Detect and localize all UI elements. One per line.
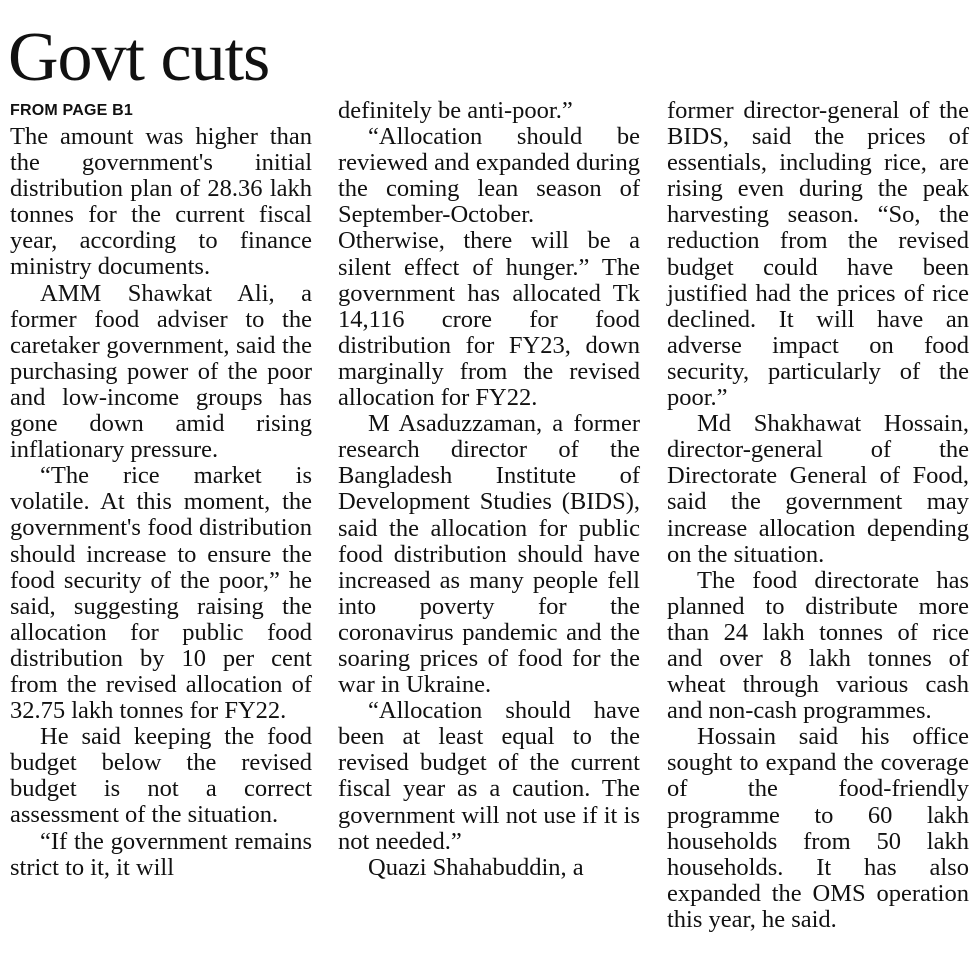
paragraph: He said keeping the food budget below the revised budget is not a correct assessment of the situation. xyxy=(10,723,312,829)
paragraph: Quazi Shahabuddin, a xyxy=(368,853,584,881)
article-column-3 xyxy=(667,98,969,933)
paragraph: former director-general of the BIDS, said the prices of essentials, including rice, are rising even during the peak harvesting season. “So, the reduction from the revised budget could have been justified had the prices of rice declined. It will have an adverse impact on food security, particularly of the poor.” xyxy=(667,97,969,412)
paragraph: “If the government remains strict to it, it will xyxy=(10,827,312,881)
paragraph: definitely be anti-poor.” xyxy=(338,97,573,124)
paragraph: “The rice market is volatile. At this moment, the government's food distribution should increase to ensure the food security of the poor,” he said, suggesting raising the allocation for public food distribution by 10 per cent from the revised allocation of 32.75 lakh tonnes for FY22. xyxy=(10,462,312,725)
continued-from-kicker: FROM PAGE B1 xyxy=(10,102,134,119)
article-column-1 xyxy=(10,98,312,881)
article-column-2 xyxy=(338,98,640,881)
paragraph: Hossain said his office sought to expand the coverage of the food-friendly programme to 60 lakh households from 50 lakh households. It has also expanded the OMS operation this year, he said. xyxy=(667,723,969,933)
paragraph: AMM Shawkat Ali, a former food adviser to the caretaker government, said the purchasing power of the poor and low-income groups has gone down amid rising inflationary pressure. xyxy=(10,279,312,464)
headline: Govt cuts xyxy=(8,19,270,96)
paragraph: The food directorate has planned to distribute more than 24 lakh tonnes of rice and over 8 lakh tonnes of wheat through various cash and non-cash programmes. xyxy=(667,566,969,725)
paragraph: “Allocation should be reviewed and expanded during the coming lean season of September-October. Otherwise, there will be a silent effect of hunger.” The government has allocated Tk 14,116 crore for food distribution for FY23, down marginally from the revised allocation for FY22. xyxy=(338,123,640,412)
paragraph: Md Shakhawat Hossain, director-general of the Directorate General of Food, said the government may increase allocation depending on the situation. xyxy=(667,410,969,568)
paragraph: The amount was higher than the government's initial distribution plan of 28.36 lakh tonnes for the current fiscal year, according to finance ministry documents. xyxy=(10,123,312,281)
paragraph: “Allocation should have been at least equal to the revised budget of the current fiscal year as a caution. The government will not use if it is not needed.” xyxy=(338,697,640,855)
paragraph: M Asaduzzaman, a former research director of the Bangladesh Institute of Development Studies (BIDS), said the allocation for public food distribution should have increased as many people fell into poverty for the coronavirus pandemic and the soaring prices of food for the war in Ukraine. xyxy=(338,410,640,699)
